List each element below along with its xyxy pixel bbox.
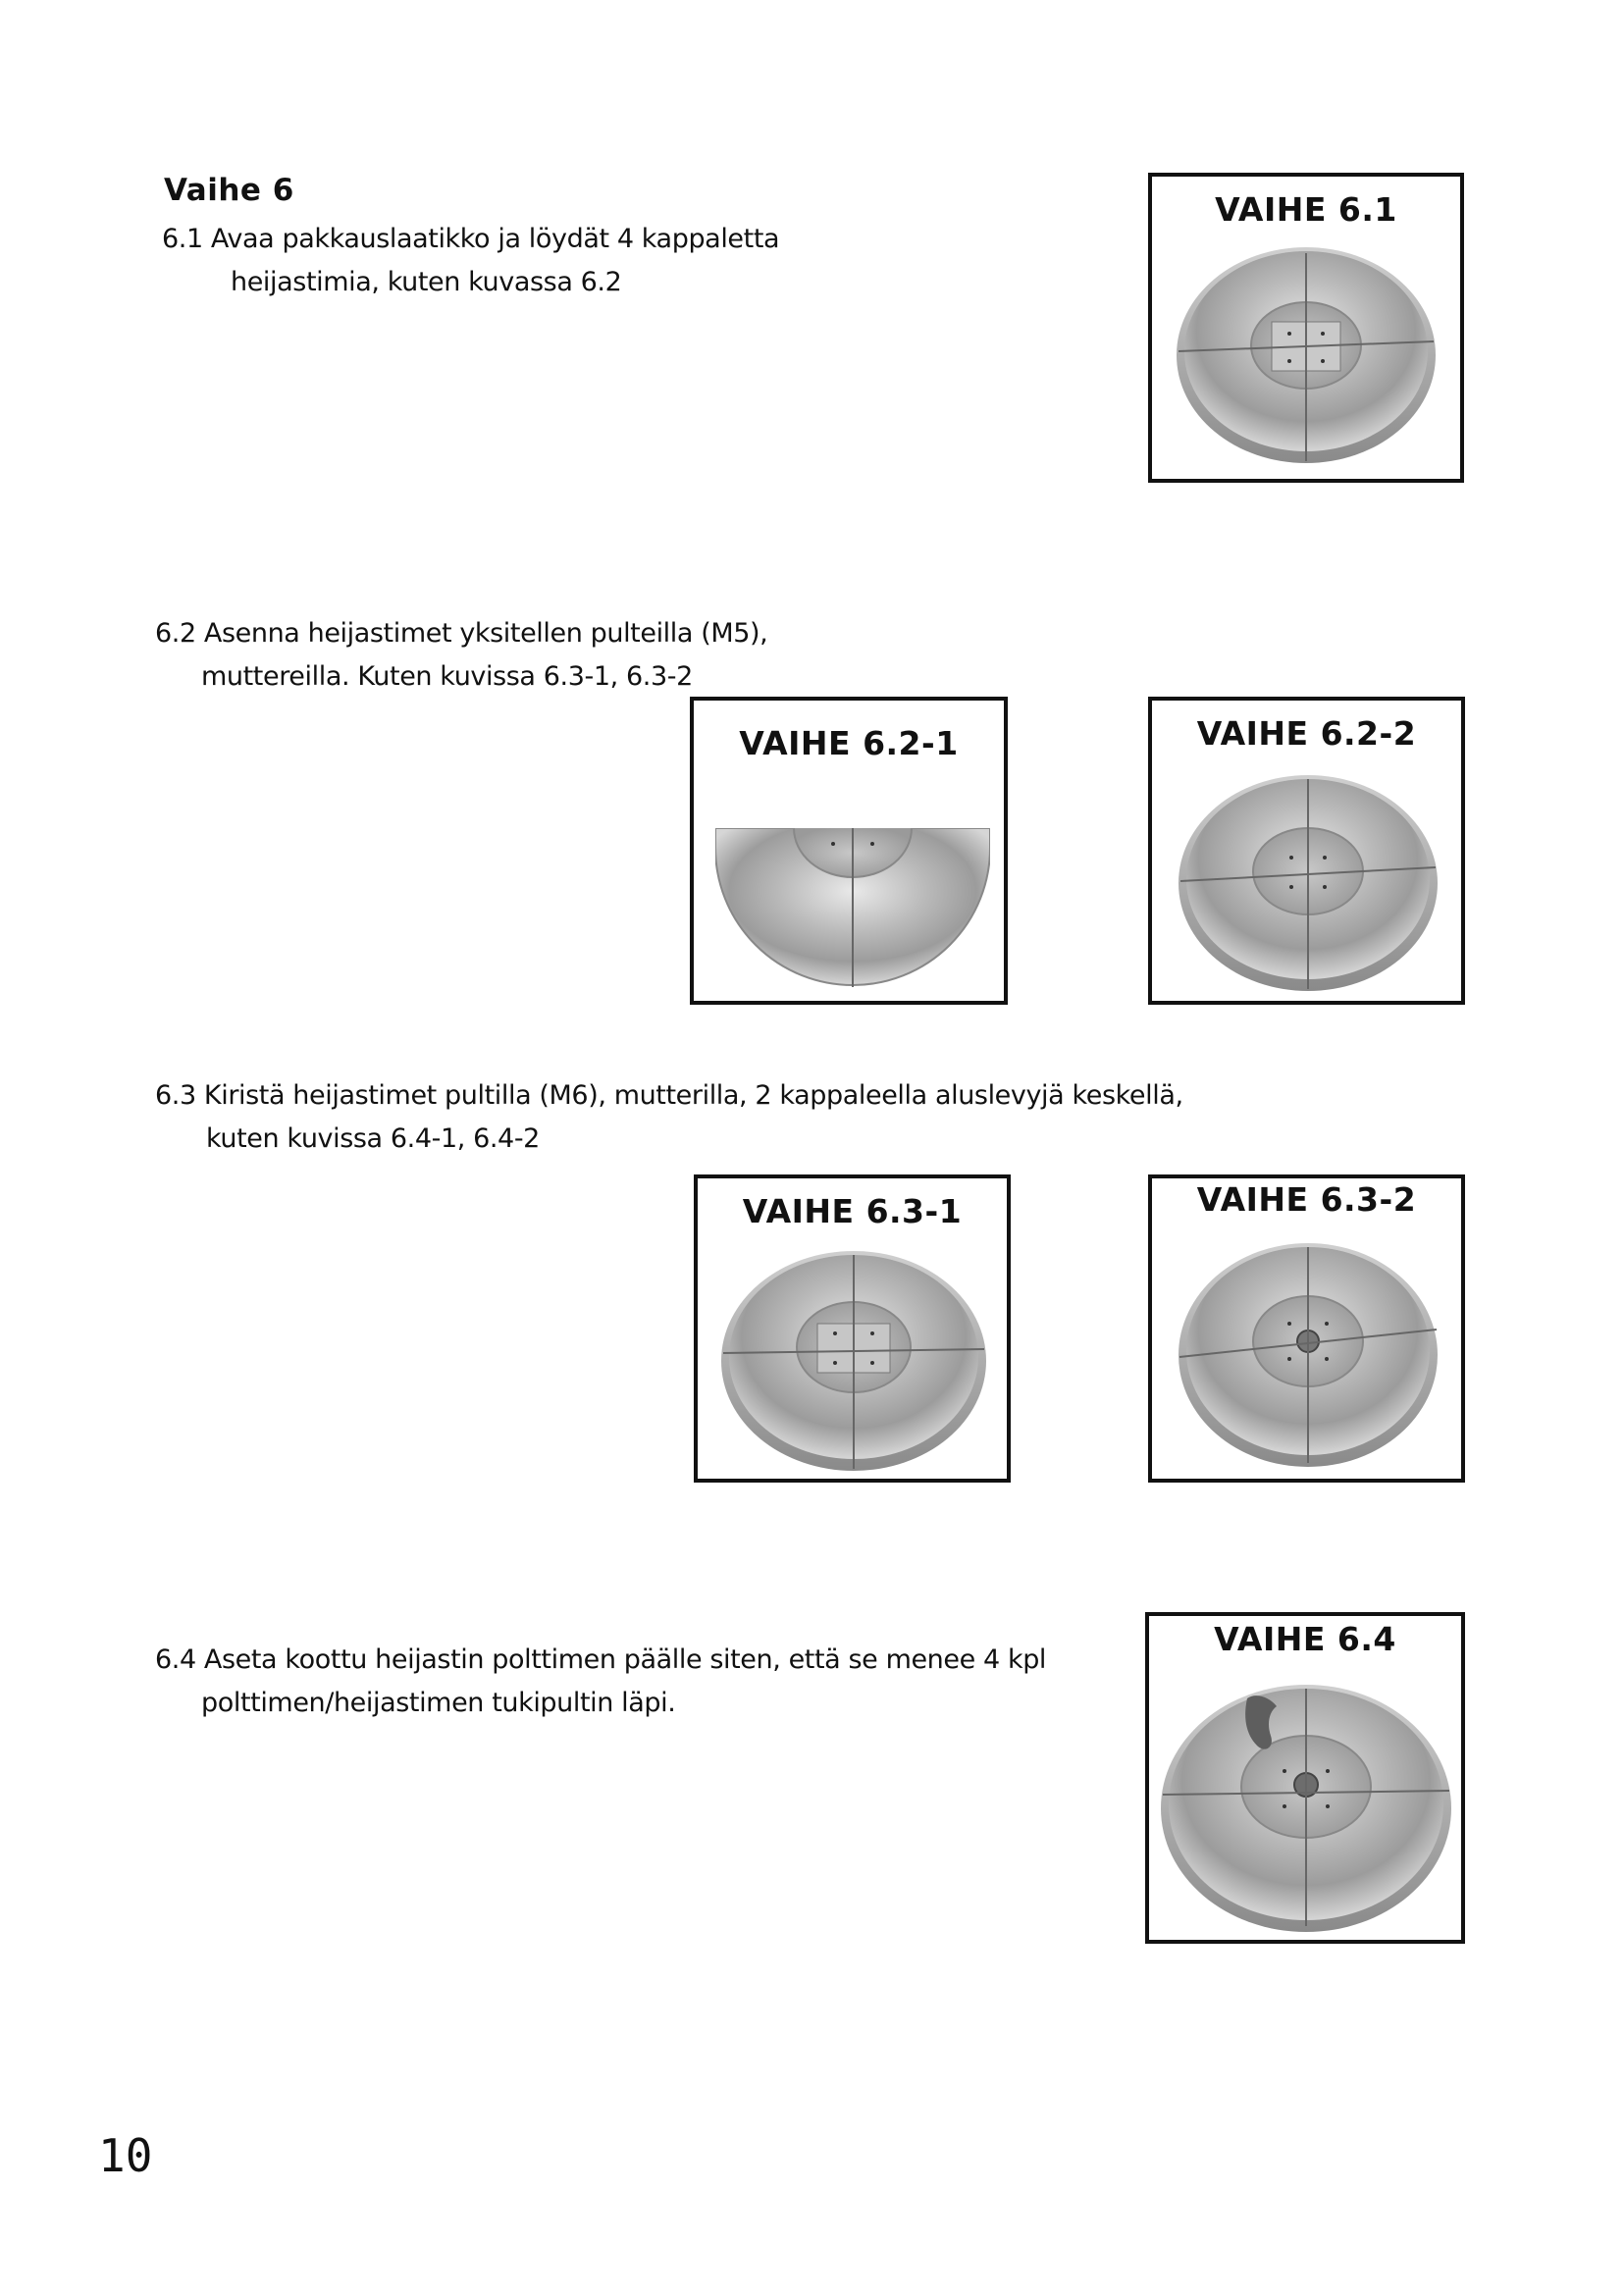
- step-6-1-line1: 6.1 Avaa pakkauslaatikko ja löydät 4 kappaletta: [162, 224, 780, 254]
- reflector-dish-image: [719, 1237, 989, 1478]
- step-6-2-text: [155, 612, 767, 699]
- figure-caption: VAIHE 6.4: [1214, 1620, 1396, 1658]
- step-6-2-line1: 6.2 Asenna heijastimet yksitellen pulteilla (M5),: [155, 618, 768, 649]
- step-6-3-line2: kuten kuvissa 6.4-1, 6.4-2: [206, 1123, 540, 1154]
- figure-vaihe-6-2-1: [690, 697, 1008, 1005]
- reflector-dish-image: [1174, 235, 1439, 471]
- step-6-3-text: [155, 1074, 1183, 1161]
- section-title: Vaihe 6: [164, 173, 294, 208]
- figure-vaihe-6-3-2: [1148, 1174, 1465, 1483]
- step-6-4-line1: 6.4 Aseta koottu heijastin polttimen päälle siten, että se menee 4 kpl: [155, 1644, 1047, 1675]
- step-6-4-text: [155, 1639, 1046, 1725]
- figure-vaihe-6-2-2: [1148, 697, 1465, 1005]
- figure-vaihe-6-3-1: [694, 1174, 1011, 1483]
- figure-vaihe-6-1: [1148, 173, 1464, 483]
- figure-caption: VAIHE 6.3-2: [1196, 1180, 1417, 1219]
- figure-caption: VAIHE 6.2-1: [739, 724, 959, 762]
- figure-caption: VAIHE 6.2-2: [1196, 714, 1417, 753]
- step-6-1-text: [162, 218, 779, 304]
- figure-caption: VAIHE 6.3-1: [742, 1192, 963, 1230]
- reflector-dish-image: [1176, 1227, 1441, 1473]
- step-6-3-line1: 6.3 Kiristä heijastimet pultilla (M6), mutterilla, 2 kappaleella aluslevyjä keskellä,: [155, 1080, 1183, 1111]
- reflector-on-burner-image: [1159, 1669, 1453, 1936]
- page-number: 10: [98, 2129, 153, 2182]
- step-6-2-line2: muttereilla. Kuten kuvissa 6.3-1, 6.3-2: [201, 661, 693, 692]
- reflector-half-image: [715, 828, 990, 995]
- step-6-1-line2: heijastimia, kuten kuvassa 6.2: [231, 267, 622, 297]
- step-6-4-line2: polttimen/heijastimen tukipultin läpi.: [201, 1688, 676, 1718]
- figure-caption: VAIHE 6.1: [1215, 190, 1397, 229]
- figure-vaihe-6-4: [1145, 1612, 1465, 1944]
- reflector-dish-image: [1176, 761, 1441, 997]
